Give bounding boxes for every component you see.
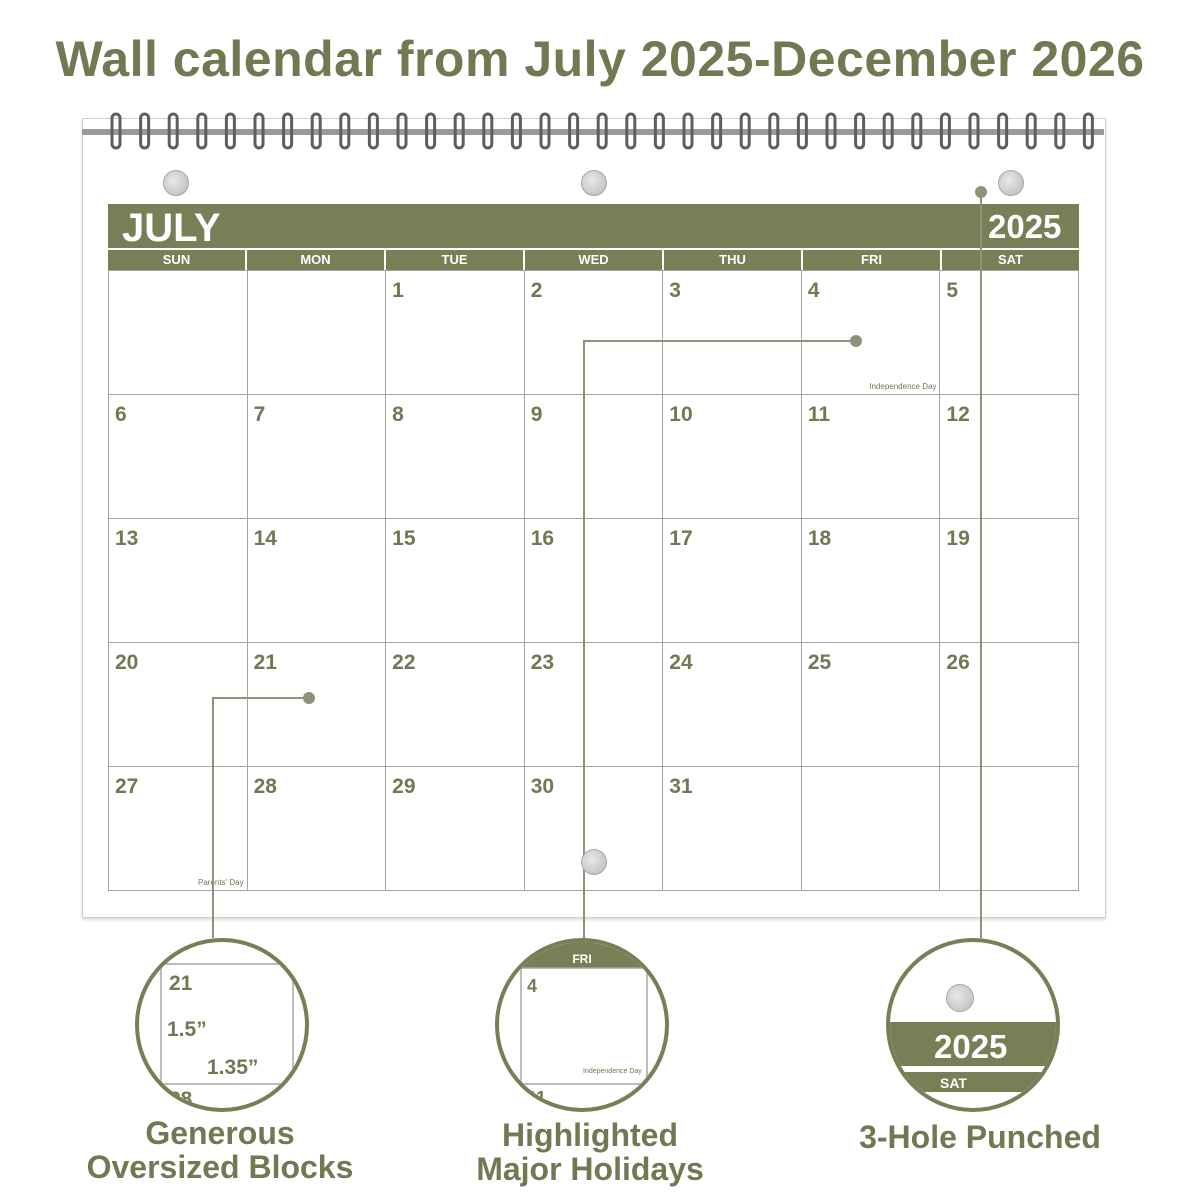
caption-line-1: Generous [145,1115,295,1151]
day-number: 29 [392,775,416,798]
weekday-tue: TUE [386,250,523,270]
day-number: 7 [253,403,266,426]
day-cell [525,643,664,767]
day-cell [940,519,1079,643]
day-number: 12 [946,403,970,426]
weekday-mon: MON [247,250,384,270]
weekday-thu: THU [664,250,801,270]
day-number: 1 [392,279,404,302]
day-number: 27 [115,775,139,798]
day-cell [386,271,525,395]
day-number: 11 [807,403,831,426]
day-cell [248,271,387,395]
day-number: 17 [669,527,693,550]
detail-next-day-number: 28 [169,1088,193,1111]
day-number: 28 [253,775,277,798]
detail-day-number: 21 [169,972,193,995]
detail-next-day-number: 11 [527,1088,547,1108]
spiral-binding [82,112,1104,152]
feature-caption-hole-punched [820,1120,1140,1154]
day-cell [109,767,248,891]
day-number: 9 [530,403,543,426]
day-number: 19 [946,527,970,550]
feature-circle-holidays [495,938,669,1112]
day-cell [386,395,525,519]
day-cell [940,271,1079,395]
punch-hole-left [163,170,189,196]
day-number: 3 [669,279,681,302]
day-number: 23 [530,651,555,674]
day-number: 18 [807,527,832,550]
holiday-label: Parents' Day [198,878,244,887]
day-number: 2 [530,279,543,302]
detail-day-number: 4 [527,976,538,996]
day-cell [663,271,802,395]
day-cell [663,519,802,643]
day-cell [109,271,248,395]
month-name: JULY [122,206,221,250]
detail-weekday: FRI [572,952,592,966]
day-number: 26 [946,651,970,674]
detail-height-dimension: 1.5” [167,1018,207,1041]
day-cell [940,767,1079,891]
feature-caption-holidays [420,1118,760,1186]
day-cell [248,395,387,519]
day-cell [525,519,664,643]
day-number: 14 [253,527,277,550]
month-header-band [108,204,1079,248]
day-cell [802,271,941,395]
day-number: 10 [669,403,693,426]
day-cell [525,395,664,519]
day-number: 30 [530,775,555,798]
day-cell [109,519,248,643]
day-number: 24 [669,651,693,674]
day-cell [802,643,941,767]
caption-line-2: Oversized Blocks [86,1149,354,1185]
detail-weekday: SAT [940,1075,967,1091]
day-cell [248,643,387,767]
day-cell [109,643,248,767]
page-title: Wall calendar from July 2025-December 2026 [55,31,1145,87]
feature-caption-oversized-blocks [60,1116,380,1184]
day-number: 15 [392,527,416,550]
day-number: 31 [669,775,693,798]
day-cell [663,643,802,767]
punch-hole-bottom [581,849,607,875]
day-cell [525,271,664,395]
day-number: 13 [115,527,139,550]
day-number: 20 [115,651,139,674]
feature-circle-oversized-blocks [135,938,309,1112]
day-cell [802,395,941,519]
feature-circle-hole-punched [886,938,1060,1112]
day-cell [940,643,1079,767]
day-cell [663,767,802,891]
detail-holiday-label: Independence Day [583,1068,642,1075]
calendar-day-grid [108,270,1079,891]
weekday-fri: FRI [803,250,940,270]
day-cell [386,519,525,643]
caption-line-1: Highlighted [502,1117,678,1153]
weekday-sat: SAT [942,250,1079,270]
year-label: 2025 [988,208,1062,245]
day-cell [248,767,387,891]
holiday-label: Independence Day [869,382,937,391]
day-number: 8 [392,403,404,426]
day-cell [802,519,941,643]
weekday-wed: WED [525,250,662,270]
day-number: 22 [392,651,416,674]
punch-hole-center [581,170,607,196]
weekday-header-row [108,250,1079,270]
day-cell [802,767,941,891]
day-cell [386,767,525,891]
day-number: 6 [115,403,127,426]
day-number: 5 [946,279,959,302]
day-number: 4 [807,279,820,302]
detail-width-dimension: 1.35” [207,1056,259,1079]
punch-hole-right [998,170,1024,196]
day-cell [940,395,1079,519]
day-cell [109,395,248,519]
day-number: 16 [530,527,555,550]
day-cell [386,643,525,767]
caption-line-2: Major Holidays [476,1151,704,1187]
day-cell [248,519,387,643]
detail-punch-hole [946,984,974,1012]
weekday-sun: SUN [108,250,245,270]
day-number: 21 [253,651,277,674]
day-cell [663,395,802,519]
caption-line-1: 3-Hole Punched [859,1119,1101,1155]
day-number: 25 [807,651,832,674]
detail-year: 2025 [934,1028,1008,1065]
